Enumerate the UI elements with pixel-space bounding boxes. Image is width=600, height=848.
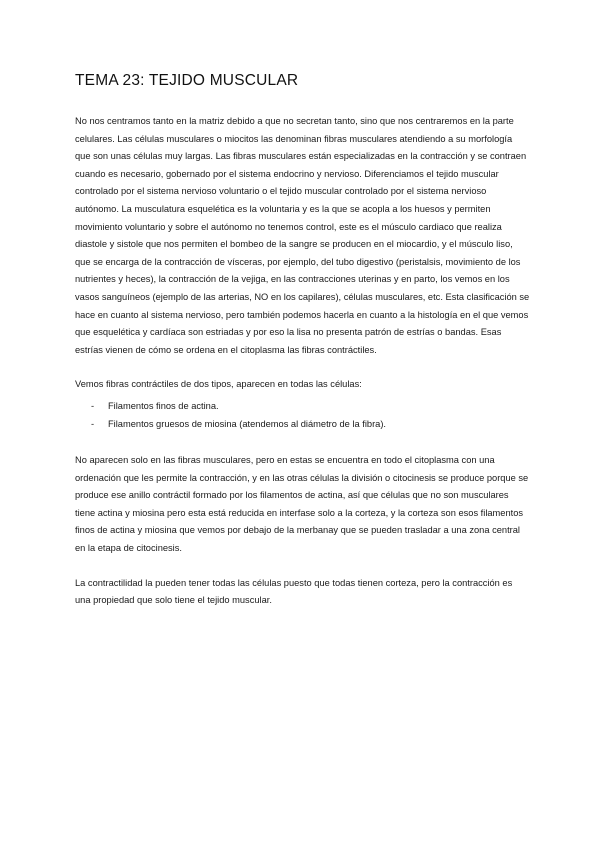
document-page [75,72,530,627]
list-bullet: - [91,400,95,411]
list-item [75,416,530,434]
list-item-text: Filamentos finos de actina. [108,400,219,411]
list-item [75,398,530,416]
paragraph-fiber-types: Vemos fibras contráctiles de dos tipos, aparecen en todas las células: [75,379,362,390]
paragraph-intro: No nos centramos tanto en la matriz debido a que no secretan tanto, sino que nos centraremos en la parte celulares. Las células musculares o miocitos las denominan fibras musculares atendiendo a su morfología que son unas células muy largas. Las fibras musculares están especializadas en la contracción y se contraen cuando es necesario, gobernado por el sistema endocrino y nervioso. Diferenciamos el tejido muscular controlado por el sistema nervioso voluntario o el tejido muscular controlado por el sistema nervioso autónomo. La musculatura esquelética es la voluntaria y es la que se acopla a los huesos y permiten movimiento voluntario y sobre el autónomo no tenemos control, este es el músculo cardiaco que realiza diastole y sistole que nos permiten el bombeo de la sangre se producen en el miocardio, y el músculo liso, que se encarga de la contracción de vísceras, por ejemplo, del tubo digestivo (peristalsis, movimiento de los nutrientes y heces), la contracción de la vejiga, en las contracciones uterinas y en parto, los vemos en los vasos sanguíneos (ejemplo de las arterias, NO en los capilares), células musculares, etc. Esta clasificación se hace en cuanto al sistema nervioso, pero también podemos hacerla en cuanto a la histología en el que vemos que esquelética y cardíaca son estriadas y por eso la lisa no presenta patrón de estrías o bandas. Esas estrías vienen de cómo se ordena en el citoplasma las fibras contráctiles. [75,116,530,355]
paragraph-cytoskeleton: No aparecen solo en las fibras musculares, pero en estas se encuentra en todo el citoplasma con una ordenación que les permite la contracción, y en las otras células la división o citocinesis se produce porque se produce ese anillo contráctil formado por los filamentos de actina, así que células que no son musculares tiene actina y miosina pero esta está reducida en interfase solo a la corteza, y la corteza son esos filamentos finos de actina y miosina que vemos por debajo de la merbanay que se pueden trasladar a una zona central en la etapa de citocinesis. [75,455,529,554]
list-bullet: - [91,418,95,429]
document-title: TEMA 23: TEJIDO MUSCULAR [75,72,299,89]
paragraph-contractility: La contractilidad la pueden tener todas las células puesto que todas tienen corteza, pero la contracción es una propiedad que solo tiene el tejido muscular. [75,577,513,606]
list-item-text: Filamentos gruesos de miosina (atendemos al diámetro de la fibra). [108,418,387,429]
filament-list [75,398,530,433]
